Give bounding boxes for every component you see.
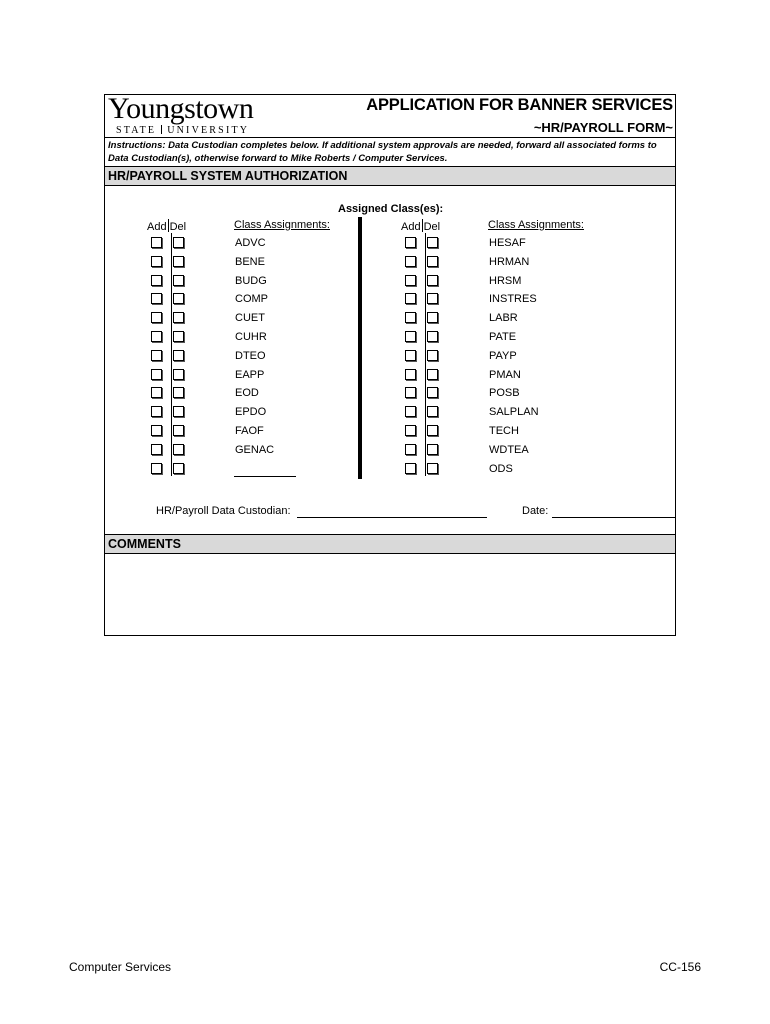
left-del-checkbox[interactable] [173, 350, 184, 361]
class-code-label: TECH [489, 425, 519, 437]
right-add-checkbox[interactable] [405, 293, 416, 304]
date-label: Date: [522, 505, 549, 517]
class-code-label: SALPLAN [489, 406, 539, 419]
footer-left: Computer Services [69, 960, 172, 974]
left-add-checkbox[interactable] [151, 256, 162, 267]
left-class-row [147, 234, 397, 252]
class-code-label: PAYP [489, 349, 517, 362]
left-del-checkbox[interactable] [173, 425, 184, 436]
class-code-label: POSB [489, 387, 520, 400]
class-code-label: ODS [489, 462, 513, 475]
form-title: APPLICATION FOR BANNER SERVICES [366, 96, 673, 114]
right-del-checkbox[interactable] [427, 275, 438, 286]
left-del-checkbox[interactable] [173, 256, 184, 267]
left-add-del-header [147, 219, 186, 233]
custodian-label: HR/Payroll Data Custodian: [156, 505, 291, 517]
left-add-checkbox[interactable] [151, 293, 162, 304]
left-class-row [147, 309, 397, 327]
right-class-row [401, 441, 651, 459]
left-class-row [147, 403, 397, 421]
right-class-row [401, 253, 651, 271]
university-logo [108, 92, 270, 136]
right-class-row [401, 384, 651, 402]
right-class-row [401, 290, 651, 308]
class-code-label: HRSM [489, 274, 522, 287]
left-class-header: Class Assignments: [234, 219, 330, 231]
right-del-checkbox[interactable] [427, 350, 438, 361]
left-del-checkbox[interactable] [173, 406, 184, 417]
left-del-checkbox[interactable] [173, 387, 184, 398]
left-add-checkbox[interactable] [151, 463, 162, 474]
logo-wordmark: Youngstown [108, 92, 254, 125]
right-add-checkbox[interactable] [405, 237, 416, 248]
right-del-checkbox[interactable] [427, 463, 438, 474]
logo-sub-left: STATE [116, 125, 157, 136]
form-subtitle: ~HR/PAYROLL FORM~ [533, 120, 673, 135]
left-class-row [147, 384, 397, 402]
left-del-checkbox[interactable] [173, 237, 184, 248]
custodian-signature-line[interactable] [297, 517, 487, 518]
right-add-checkbox[interactable] [405, 406, 416, 417]
left-del-checkbox[interactable] [173, 369, 184, 380]
class-code-label: PMAN [489, 368, 521, 381]
class-code-label: CUHR [235, 331, 267, 343]
left-add-checkbox[interactable] [151, 369, 162, 380]
section-header-comments: COMMENTS [105, 534, 675, 554]
right-add-checkbox[interactable] [405, 312, 416, 323]
left-class-row [147, 272, 397, 290]
right-add-label: Add [401, 221, 421, 233]
right-add-checkbox[interactable] [405, 350, 416, 361]
banner-application-form [104, 94, 676, 636]
left-add-checkbox[interactable] [151, 387, 162, 398]
left-class-row [147, 441, 397, 459]
right-del-checkbox[interactable] [427, 256, 438, 267]
left-class-row [147, 328, 397, 346]
left-del-checkbox[interactable] [173, 312, 184, 323]
left-class-row [147, 253, 397, 271]
right-add-checkbox[interactable] [405, 331, 416, 342]
right-class-row [401, 403, 651, 421]
class-code-label: DTEO [235, 349, 266, 362]
left-add-label: Add [147, 221, 167, 233]
left-add-checkbox[interactable] [151, 444, 162, 455]
left-add-checkbox[interactable] [151, 331, 162, 342]
logo-subtitle [116, 125, 268, 136]
right-del-checkbox[interactable] [427, 444, 438, 455]
left-class-row [147, 460, 397, 478]
class-code-label: CUET [235, 312, 265, 325]
right-del-checkbox[interactable] [427, 237, 438, 248]
right-add-checkbox[interactable] [405, 444, 416, 455]
right-del-checkbox[interactable] [427, 331, 438, 342]
left-class-row [147, 422, 397, 440]
right-class-header: Class Assignments: [488, 219, 584, 231]
class-code-label: WDTEA [489, 443, 529, 456]
header-divider [105, 137, 675, 138]
instructions-text: Instructions: Data Custodian completes below. If additional system approvals are needed, forward all associated forms to Data Custodian(s), otherwise forward to Mike Roberts / Computer Services. [108, 140, 657, 164]
assigned-classes-label: Assigned Class(es): [338, 203, 444, 215]
date-field-line[interactable] [552, 517, 676, 518]
class-code-label: EAPP [235, 368, 265, 381]
right-class-row [401, 234, 651, 252]
left-add-checkbox[interactable] [151, 312, 162, 323]
right-class-row [401, 347, 651, 365]
class-code-label: FAOF [235, 425, 264, 437]
left-add-checkbox[interactable] [151, 406, 162, 417]
left-del-checkbox[interactable] [173, 444, 184, 455]
comments-area[interactable] [105, 554, 675, 635]
left-del-checkbox[interactable] [173, 463, 184, 474]
class-code-label: INSTRES [489, 293, 537, 306]
left-del-checkbox[interactable] [173, 331, 184, 342]
left-add-checkbox[interactable] [151, 425, 162, 436]
right-add-checkbox[interactable] [405, 425, 416, 436]
section-header-auth: HR/PAYROLL SYSTEM AUTHORIZATION [105, 166, 675, 186]
class-code-label: EPDO [235, 406, 267, 419]
left-class-row [147, 366, 397, 384]
right-del-label: Del [423, 221, 441, 233]
right-class-row [401, 309, 651, 327]
class-code-label: PATE [489, 331, 517, 343]
right-del-checkbox[interactable] [427, 387, 438, 398]
right-class-row [401, 422, 651, 440]
left-add-checkbox[interactable] [151, 350, 162, 361]
right-del-checkbox[interactable] [427, 293, 438, 304]
right-class-row [401, 460, 651, 478]
left-class-row [147, 347, 397, 365]
class-code-label: LABR [489, 312, 518, 325]
left-class-row [147, 290, 397, 308]
class-code-label: BUDG [235, 274, 267, 287]
right-del-checkbox[interactable] [427, 369, 438, 380]
blank-class-line[interactable] [234, 476, 296, 477]
right-add-checkbox[interactable] [405, 256, 416, 267]
left-add-checkbox[interactable] [151, 237, 162, 248]
class-code-label: EOD [235, 387, 259, 400]
class-code-label: ADVC [235, 237, 266, 249]
class-code-label: COMP [235, 293, 268, 306]
right-del-checkbox[interactable] [427, 425, 438, 436]
class-code-label: HRMAN [489, 255, 530, 268]
right-add-del-header [401, 219, 440, 233]
class-code-label: HESAF [489, 237, 526, 249]
right-del-checkbox[interactable] [427, 312, 438, 323]
right-add-checkbox[interactable] [405, 275, 416, 286]
left-add-checkbox[interactable] [151, 275, 162, 286]
left-del-checkbox[interactable] [173, 275, 184, 286]
footer-form-number: CC-156 [659, 960, 701, 974]
right-class-row [401, 366, 651, 384]
right-add-checkbox[interactable] [405, 387, 416, 398]
class-code-label: BENE [235, 255, 265, 268]
logo-sub-right: UNIVERSITY [167, 125, 250, 136]
right-class-row [401, 328, 651, 346]
left-del-checkbox[interactable] [173, 293, 184, 304]
right-add-checkbox[interactable] [405, 369, 416, 380]
right-add-checkbox[interactable] [405, 463, 416, 474]
left-del-label: Del [169, 221, 187, 233]
right-del-checkbox[interactable] [427, 406, 438, 417]
class-code-label: GENAC [235, 443, 275, 456]
right-class-row [401, 272, 651, 290]
